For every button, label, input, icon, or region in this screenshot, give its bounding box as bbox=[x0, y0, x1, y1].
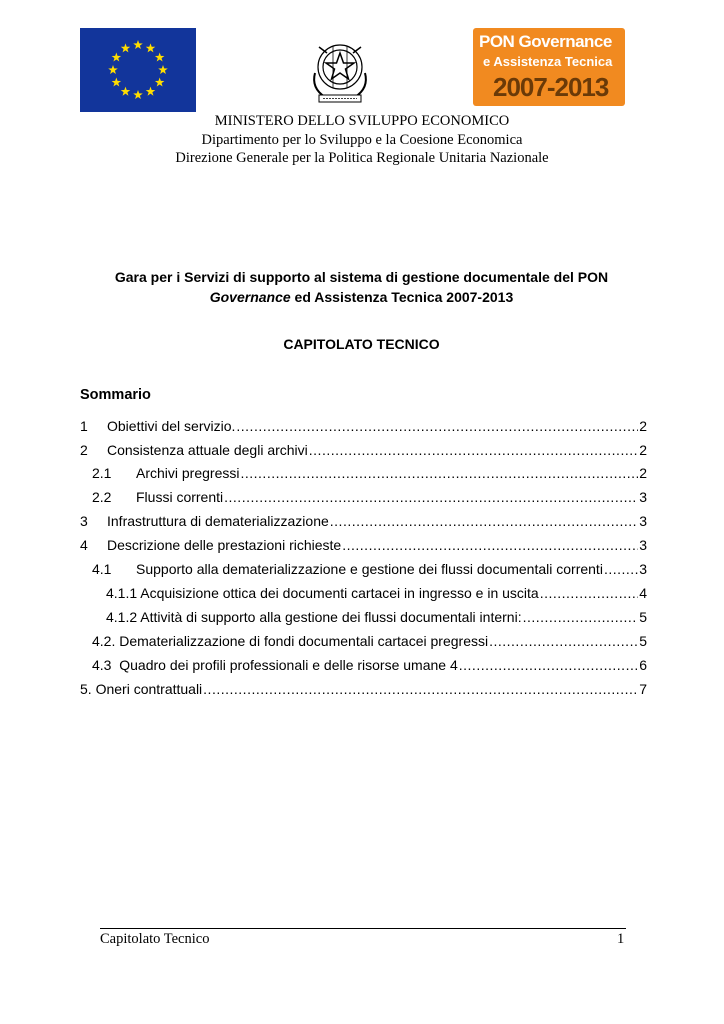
eu-star-icon bbox=[155, 53, 165, 62]
toc-item-text: Descrizione delle prestazioni richieste bbox=[107, 537, 342, 553]
toc-item[interactable] bbox=[92, 465, 647, 485]
toc-leader bbox=[459, 657, 638, 673]
toc-item-text: 4.1.1 Acquisizione ottica dei documenti cartacei in ingresso e in uscita bbox=[106, 585, 539, 601]
toc-leader bbox=[203, 681, 638, 697]
eu-star-icon bbox=[133, 90, 143, 99]
toc-item-page: 3 bbox=[639, 513, 647, 529]
eu-star-icon bbox=[108, 65, 118, 74]
eu-star-icon bbox=[121, 43, 131, 52]
toc-item[interactable] bbox=[92, 561, 647, 581]
pon-governance-logo bbox=[473, 28, 625, 106]
footer-label: Capitolato Tecnico bbox=[100, 931, 210, 947]
toc-item[interactable] bbox=[106, 609, 647, 629]
toc-item-page: 4 bbox=[639, 585, 647, 601]
pon-logo-year: 2007-2013 bbox=[493, 72, 609, 102]
document-type: CAPITOLATO TECNICO bbox=[283, 336, 440, 352]
title-rest: ed Assistenza Tecnica 2007-2013 bbox=[290, 289, 514, 305]
toc-item[interactable] bbox=[80, 442, 647, 462]
toc-item-text: 4.3 Quadro dei profili professionali e delle risorse umane 4 bbox=[92, 657, 458, 673]
toc-item-number: 4.1 bbox=[92, 561, 112, 577]
department-name: Dipartimento per lo Sviluppo e la Coesione Economica bbox=[201, 132, 523, 148]
toc-leader bbox=[342, 537, 638, 553]
toc-leader bbox=[224, 489, 638, 505]
eu-star-icon bbox=[146, 87, 156, 96]
ministry-name: MINISTERO DELLO SVILUPPO ECONOMICO bbox=[214, 113, 510, 129]
toc-item-page: 6 bbox=[639, 657, 647, 673]
toc-leader bbox=[330, 513, 638, 529]
toc-item-text: Infrastruttura di dematerializzazione bbox=[107, 513, 329, 529]
eu-star-icon bbox=[121, 87, 131, 96]
toc-item-number: 2.1 bbox=[92, 465, 112, 481]
toc-leader bbox=[540, 585, 639, 601]
toc-leader bbox=[309, 442, 638, 458]
toc-item-number: 2 bbox=[80, 442, 88, 458]
toc-leader bbox=[240, 465, 638, 481]
title-line-2 bbox=[80, 287, 643, 307]
direction-name: Direzione Generale per la Politica Regionale Unitaria Nazionale bbox=[175, 150, 549, 166]
toc-item-number: 4 bbox=[80, 537, 88, 553]
toc-leader bbox=[523, 609, 639, 625]
italian-republic-emblem-logo bbox=[305, 33, 375, 105]
toc-item-text: 4.2. Dematerializzazione di fondi documentali cartacei pregressi bbox=[92, 633, 489, 649]
toc-item[interactable] bbox=[106, 585, 647, 605]
footer-divider bbox=[100, 928, 626, 929]
toc-item[interactable] bbox=[80, 418, 647, 438]
toc-item-page: 2 bbox=[639, 442, 647, 458]
toc-item-text: Archivi pregressi bbox=[136, 465, 240, 481]
eu-flag-logo bbox=[80, 28, 196, 112]
toc-leader bbox=[489, 633, 638, 649]
toc-item[interactable] bbox=[80, 537, 647, 557]
eu-star-icon bbox=[112, 53, 122, 62]
toc-item-text: Obiettivi del servizio. bbox=[107, 418, 236, 434]
pon-logo-line2: e Assistenza Tecnica bbox=[483, 54, 613, 69]
toc-item-number: 2.2 bbox=[92, 489, 112, 505]
toc-item-page: 2 bbox=[639, 465, 647, 481]
eu-star-icon bbox=[133, 40, 143, 49]
toc-item-page: 3 bbox=[639, 561, 647, 577]
toc-item[interactable] bbox=[92, 633, 647, 653]
toc-item[interactable] bbox=[80, 513, 647, 533]
toc-item-number: 3 bbox=[80, 513, 88, 529]
footer-page-number: 1 bbox=[617, 931, 625, 947]
toc-item-page: 5 bbox=[639, 633, 647, 649]
toc-leader bbox=[604, 561, 638, 577]
toc-item-text: Flussi correnti bbox=[136, 489, 224, 505]
toc-item-text: 4.1.2 Attività di supporto alla gestione dei flussi documentali interni: bbox=[106, 609, 522, 625]
toc-item-text: Consistenza attuale degli archivi bbox=[107, 442, 308, 458]
toc-heading: Sommario bbox=[80, 387, 151, 403]
toc-item-page: 2 bbox=[639, 418, 647, 434]
toc-item[interactable] bbox=[92, 489, 647, 509]
toc-item[interactable] bbox=[80, 681, 647, 701]
toc-item-page: 5 bbox=[639, 609, 647, 625]
pon-logo-line1: PON Governance bbox=[479, 32, 612, 51]
toc-item[interactable] bbox=[92, 657, 647, 677]
toc-item-page: 3 bbox=[639, 537, 647, 553]
toc-item-text: 5. Oneri contrattuali bbox=[80, 681, 203, 697]
eu-stars-icon bbox=[80, 28, 196, 112]
document-title bbox=[80, 267, 643, 307]
toc-leader bbox=[236, 418, 638, 434]
title-italic: Governance bbox=[209, 289, 291, 305]
eu-star-icon bbox=[158, 65, 168, 74]
toc-item-number: 1 bbox=[80, 418, 88, 434]
toc-item-page: 3 bbox=[639, 489, 647, 505]
eu-star-icon bbox=[155, 78, 165, 87]
toc-item-page: 7 bbox=[639, 681, 647, 697]
eu-star-icon bbox=[112, 78, 122, 87]
toc-item-text: Supporto alla dematerializzazione e gestione dei flussi documentali correnti bbox=[136, 561, 603, 577]
eu-star-icon bbox=[146, 43, 156, 52]
title-line-1: Gara per i Servizi di supporto al sistema di gestione documentale del PON bbox=[114, 269, 609, 285]
